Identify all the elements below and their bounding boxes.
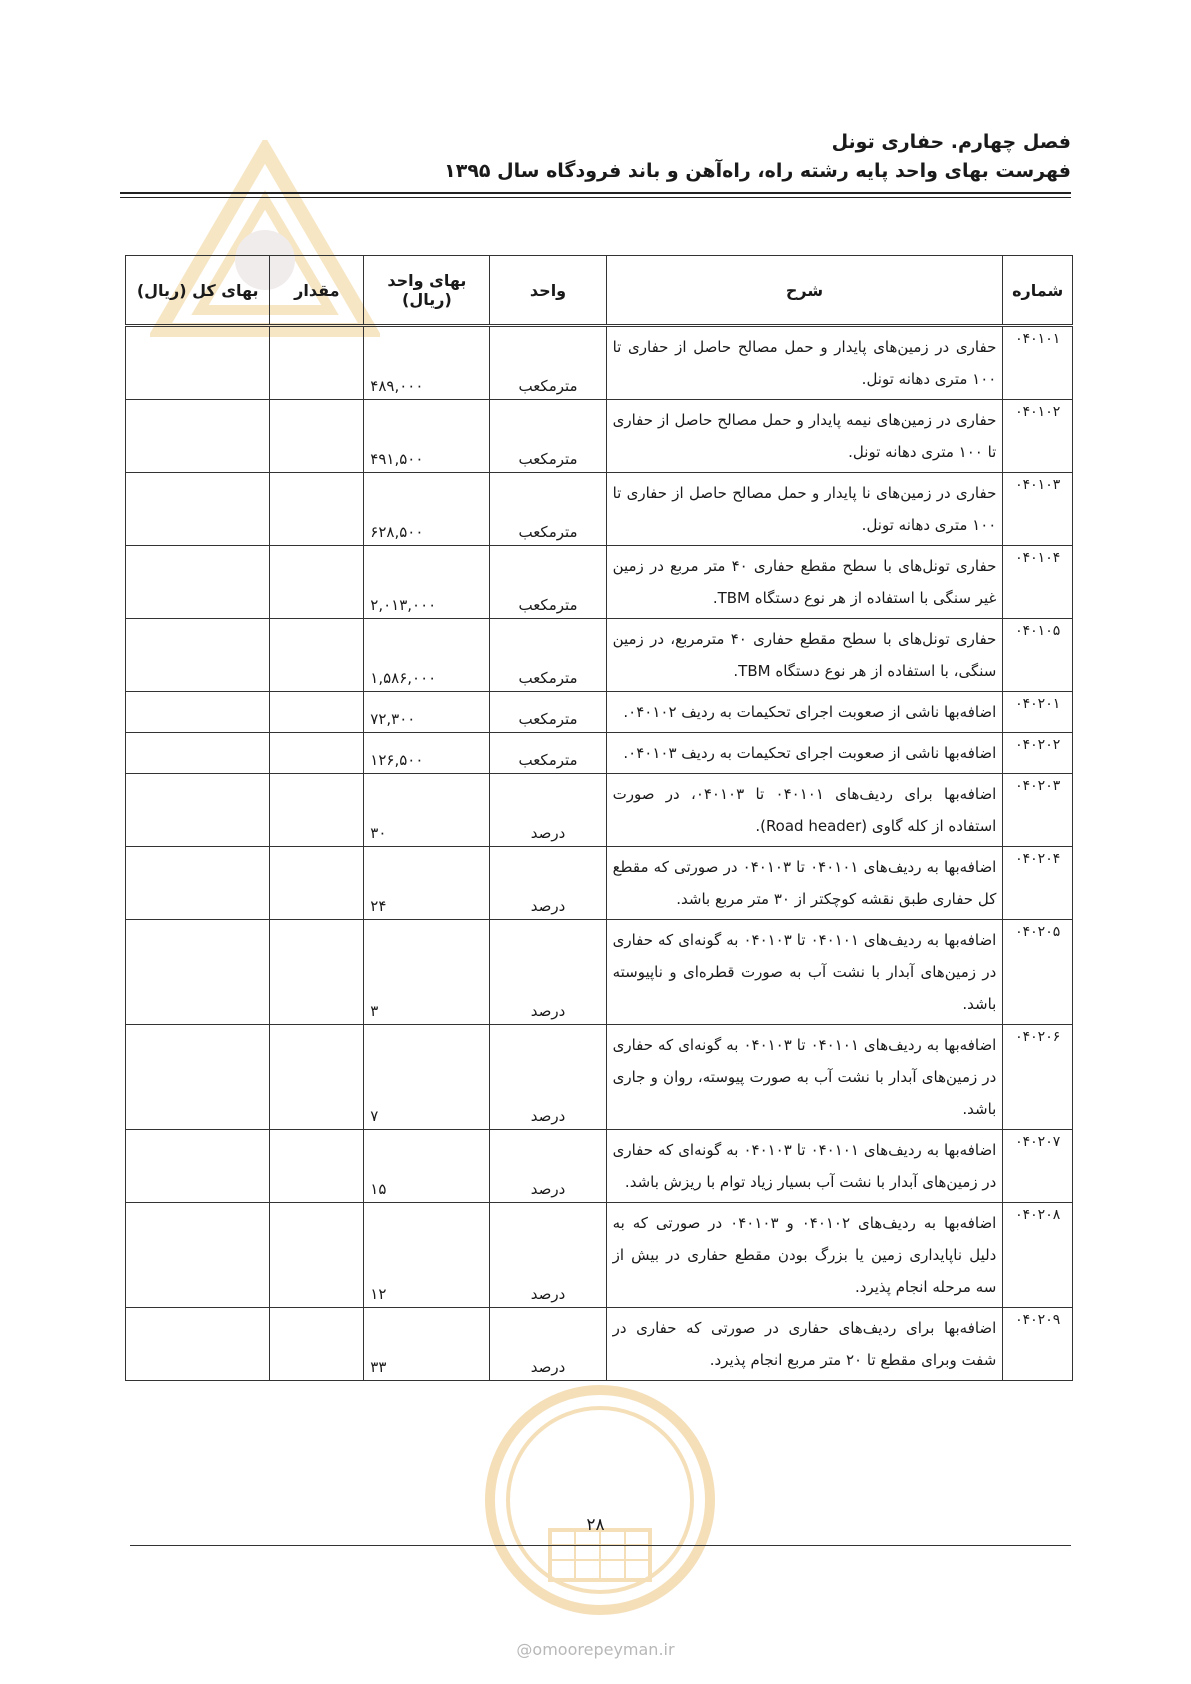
row-unit-price: ۷۲,۳۰۰ — [364, 692, 490, 733]
row-description: حفاری تونل‌های با سطح مقطع حفاری ۴۰ مترمربع، در زمین سنگی، با استفاده از هر نوع دستگاه TBM. — [606, 619, 1003, 692]
price-list-table — [125, 255, 1073, 1381]
row-unit-price: ۲,۰۱۳,۰۰۰ — [364, 546, 490, 619]
table-row — [126, 1130, 1073, 1203]
row-description: اضافه‌بها ناشی از صعوبت اجرای تحکیمات به ردیف ۰۴۰۱۰۳. — [606, 733, 1003, 774]
row-quantity — [270, 847, 364, 920]
table-row — [126, 546, 1073, 619]
row-unit-price: ۷ — [364, 1025, 490, 1130]
row-unit-price: ۳۰ — [364, 774, 490, 847]
table-row — [126, 326, 1073, 400]
chapter-title: فصل چهارم. حفاری تونل — [831, 131, 1071, 153]
row-quantity — [270, 400, 364, 473]
page-number: ۲۸ — [586, 1515, 605, 1535]
row-unit: مترمکعب — [490, 733, 606, 774]
row-code: ۰۴۰۲۰۷ — [1003, 1130, 1073, 1203]
row-quantity — [270, 733, 364, 774]
row-total-price — [126, 1025, 270, 1130]
row-description: اضافه‌بها به ردیف‌های ۰۴۰۱۰۲ و ۰۴۰۱۰۳ در صورتی که به دلیل ناپایداری زمین یا بزرگ بودن مقطع حفاری در بیش از سه مرحله انجام پذیرد. — [606, 1203, 1003, 1308]
row-description: حفاری در زمین‌های پایدار و حمل مصالح حاصل از حفاری تا ۱۰۰ متری دهانه تونل. — [606, 326, 1003, 400]
row-total-price — [126, 619, 270, 692]
col-header-unit-price: بهای واحد (ریال) — [364, 256, 490, 326]
row-description: اضافه‌بها برای ردیف‌های ۰۴۰۱۰۱ تا ۰۴۰۱۰۳، در صورت استفاده از کله گاوی (Road header). — [606, 774, 1003, 847]
stamp-watermark-icon — [480, 1380, 720, 1620]
row-total-price — [126, 473, 270, 546]
row-quantity — [270, 473, 364, 546]
table-row — [126, 1308, 1073, 1381]
row-unit: مترمکعب — [490, 473, 606, 546]
row-code: ۰۴۰۲۰۲ — [1003, 733, 1073, 774]
row-description: اضافه‌بها به ردیف‌های ۰۴۰۱۰۱ تا ۰۴۰۱۰۳ به گونه‌ای که حفاری در زمین‌های آبدار با نشت آب به صورت قطره‌ای و ناپیوسته باشد. — [606, 920, 1003, 1025]
table-row — [126, 619, 1073, 692]
col-header-unit: واحد — [490, 256, 606, 326]
row-total-price — [126, 400, 270, 473]
site-watermark: @omoorepeyman.ir — [516, 1640, 675, 1659]
row-code: ۰۴۰۱۰۳ — [1003, 473, 1073, 546]
row-code: ۰۴۰۲۰۱ — [1003, 692, 1073, 733]
row-unit-price: ۳۳ — [364, 1308, 490, 1381]
document-subtitle: فهرست بهای واحد پایه رشته راه، راه‌آهن و باند فرودگاه سال ۱۳۹۵ — [444, 160, 1071, 182]
row-unit: درصد — [490, 1130, 606, 1203]
col-header-qty: مقدار — [270, 256, 364, 326]
row-description: حفاری تونل‌های با سطح مقطع حفاری ۴۰ متر مربع در زمین غیر سنگی با استفاده از هر نوع دستگاه TBM. — [606, 546, 1003, 619]
row-unit-price: ۲۴ — [364, 847, 490, 920]
row-quantity — [270, 619, 364, 692]
table-row — [126, 920, 1073, 1025]
row-unit: درصد — [490, 1308, 606, 1381]
col-header-code: شماره — [1003, 256, 1073, 326]
table-row — [126, 774, 1073, 847]
row-total-price — [126, 546, 270, 619]
row-unit-price: ۶۲۸,۵۰۰ — [364, 473, 490, 546]
row-code: ۰۴۰۱۰۱ — [1003, 326, 1073, 400]
row-unit: مترمکعب — [490, 619, 606, 692]
table-header-row — [126, 256, 1073, 326]
row-total-price — [126, 1308, 270, 1381]
row-code: ۰۴۰۱۰۲ — [1003, 400, 1073, 473]
row-total-price — [126, 920, 270, 1025]
row-unit: مترمکعب — [490, 326, 606, 400]
row-quantity — [270, 1308, 364, 1381]
row-description: حفاری در زمین‌های نا پایدار و حمل مصالح حاصل از حفاری تا ۱۰۰ متری دهانه تونل. — [606, 473, 1003, 546]
row-total-price — [126, 847, 270, 920]
row-unit: مترمکعب — [490, 546, 606, 619]
row-code: ۰۴۰۲۰۶ — [1003, 1025, 1073, 1130]
row-unit: درصد — [490, 1025, 606, 1130]
row-description: حفاری در زمین‌های نیمه پایدار و حمل مصالح حاصل از حفاری تا ۱۰۰ متری دهانه تونل. — [606, 400, 1003, 473]
row-code: ۰۴۰۱۰۴ — [1003, 546, 1073, 619]
table-row — [126, 847, 1073, 920]
row-total-price — [126, 1130, 270, 1203]
row-quantity — [270, 546, 364, 619]
table-row — [126, 1025, 1073, 1130]
table-row — [126, 1203, 1073, 1308]
row-quantity — [270, 326, 364, 400]
row-quantity — [270, 1130, 364, 1203]
row-total-price — [126, 326, 270, 400]
row-unit: درصد — [490, 1203, 606, 1308]
row-unit: درصد — [490, 920, 606, 1025]
row-description: اضافه‌بها ناشی از صعوبت اجرای تحکیمات به ردیف ۰۴۰۱۰۲. — [606, 692, 1003, 733]
row-description: اضافه‌بها به ردیف‌های ۰۴۰۱۰۱ تا ۰۴۰۱۰۳ به گونه‌ای که حفاری در زمین‌های آبدار با نشت آب به صورت پیوسته، روان و جاری باشد. — [606, 1025, 1003, 1130]
col-header-total: بهای کل (ریال) — [126, 256, 270, 326]
row-unit: مترمکعب — [490, 400, 606, 473]
row-unit: درصد — [490, 847, 606, 920]
row-description: اضافه‌بها برای ردیف‌های حفاری در صورتی که حفاری در شفت وبرای مقطع تا ۲۰ متر مربع انجام پذیرد. — [606, 1308, 1003, 1381]
table-row — [126, 733, 1073, 774]
row-unit: مترمکعب — [490, 692, 606, 733]
row-code: ۰۴۰۲۰۳ — [1003, 774, 1073, 847]
header-divider — [120, 192, 1071, 198]
row-code: ۰۴۰۲۰۴ — [1003, 847, 1073, 920]
footer-divider — [130, 1545, 1071, 1546]
row-unit-price: ۱۲۶,۵۰۰ — [364, 733, 490, 774]
row-code: ۰۴۰۱۰۵ — [1003, 619, 1073, 692]
row-total-price — [126, 1203, 270, 1308]
row-code: ۰۴۰۲۰۸ — [1003, 1203, 1073, 1308]
row-unit-price: ۴۸۹,۰۰۰ — [364, 326, 490, 400]
row-quantity — [270, 920, 364, 1025]
row-code: ۰۴۰۲۰۹ — [1003, 1308, 1073, 1381]
row-quantity — [270, 692, 364, 733]
table-row — [126, 692, 1073, 733]
row-total-price — [126, 692, 270, 733]
table-row — [126, 473, 1073, 546]
table-row — [126, 400, 1073, 473]
row-quantity — [270, 1203, 364, 1308]
row-unit-price: ۱۵ — [364, 1130, 490, 1203]
row-description: اضافه‌بها به ردیف‌های ۰۴۰۱۰۱ تا ۰۴۰۱۰۳ به گونه‌ای که حفاری در زمین‌های آبدار با نشت آب بسیار زیاد توام با ریزش باشد. — [606, 1130, 1003, 1203]
row-total-price — [126, 733, 270, 774]
row-unit-price: ۳ — [364, 920, 490, 1025]
row-unit-price: ۴۹۱,۵۰۰ — [364, 400, 490, 473]
col-header-desc: شرح — [606, 256, 1003, 326]
row-unit-price: ۱۲ — [364, 1203, 490, 1308]
row-description: اضافه‌بها به ردیف‌های ۰۴۰۱۰۱ تا ۰۴۰۱۰۳ در صورتی که مقطع کل حفاری طبق نقشه کوچکتر از ۳۰ متر مربع باشد. — [606, 847, 1003, 920]
row-quantity — [270, 1025, 364, 1130]
row-unit-price: ۱,۵۸۶,۰۰۰ — [364, 619, 490, 692]
row-quantity — [270, 774, 364, 847]
row-code: ۰۴۰۲۰۵ — [1003, 920, 1073, 1025]
page-header — [120, 128, 1071, 186]
row-unit: درصد — [490, 774, 606, 847]
row-total-price — [126, 774, 270, 847]
